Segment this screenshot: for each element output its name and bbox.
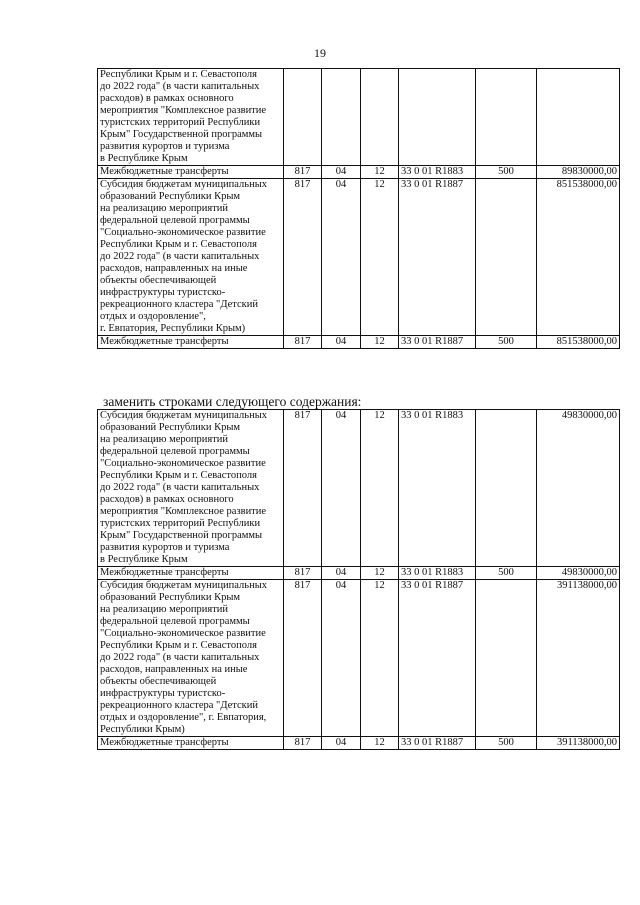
description-line: отдых и оздоровление", г. Евпатория, (100, 712, 267, 723)
ministry-code: 817 (284, 336, 322, 349)
description-line: развития курортов и туризма (100, 542, 230, 553)
description-line: федеральной целевой программы (100, 616, 250, 627)
description-line: отдых и оздоровление", (100, 311, 206, 322)
target-item-code: 33 0 01 R1887 (399, 179, 476, 336)
description-line: расходов) в рамках основного (100, 93, 234, 104)
budget-table-top (97, 68, 620, 349)
description-line: мероприятия "Комплексное развитие (100, 105, 267, 116)
amount: 851538000,00 (537, 336, 620, 349)
description-line: Субсидия бюджетам муниципальных (100, 410, 268, 421)
target-item-code: 33 0 01 R1883 (399, 410, 476, 567)
description-line: г. Евпатория, Республики Крым) (100, 323, 246, 334)
description-line: Республики Крым и г. Севастополя (100, 239, 257, 250)
subsection-code: 12 (361, 410, 399, 567)
row-description (98, 69, 284, 166)
ministry-code: 817 (284, 410, 322, 567)
description-line: до 2022 года" (в части капитальных (100, 652, 260, 663)
description-line: расходов, направленных на иные (100, 664, 248, 675)
page-number: 19 (314, 46, 326, 60)
description-line: мероприятия "Комплексное развитие (100, 506, 267, 517)
ministry-code (284, 69, 322, 166)
amount: 49830000,00 (537, 410, 620, 567)
description-line: Субсидия бюджетам муниципальных (100, 580, 268, 591)
description-line: развития курортов и туризма (100, 141, 230, 152)
description-line: объекты обеспечивающей (100, 676, 217, 687)
expense-type-code (476, 179, 537, 336)
table-body (98, 69, 620, 349)
section-code: 04 (322, 166, 361, 179)
table-row (98, 567, 620, 580)
expense-type-code: 500 (476, 737, 537, 750)
table-row (98, 179, 620, 336)
table-row (98, 336, 620, 349)
subsection-code: 12 (361, 336, 399, 349)
section-code: 04 (322, 336, 361, 349)
row-description (98, 737, 284, 750)
description-line: Крым" Государственной программы (100, 530, 263, 541)
target-item-code: 33 0 01 R1887 (399, 336, 476, 349)
table-row (98, 580, 620, 737)
description-line: "Социально-экономическое развитие (100, 628, 266, 639)
expense-type-code (476, 580, 537, 737)
description-line: образований Республики Крым (100, 422, 241, 433)
amount: 391138000,00 (537, 580, 620, 737)
subsection-code: 12 (361, 179, 399, 336)
section-code (322, 69, 361, 166)
ministry-code: 817 (284, 567, 322, 580)
table-row (98, 737, 620, 750)
target-item-code: 33 0 01 R1883 (399, 166, 476, 179)
amount: 851538000,00 (537, 179, 620, 336)
description-line: федеральной целевой программы (100, 215, 250, 226)
row-description (98, 567, 284, 580)
table-row (98, 166, 620, 179)
description-line: рекреационного кластера "Детский (100, 700, 259, 711)
description-line: на реализацию мероприятий (100, 203, 229, 214)
description-line: Межбюджетные трансферты (100, 166, 229, 177)
section-code: 04 (322, 179, 361, 336)
budget-table-bottom (97, 409, 620, 750)
description-line: "Социально-экономическое развитие (100, 227, 266, 238)
section-code: 04 (322, 567, 361, 580)
description-line: расходов, направленных на иные (100, 263, 248, 274)
ministry-code: 817 (284, 580, 322, 737)
row-description (98, 336, 284, 349)
description-line: Крым" Государственной программы (100, 129, 263, 140)
expense-type-code (476, 69, 537, 166)
description-line: на реализацию мероприятий (100, 434, 229, 445)
expense-type-code: 500 (476, 567, 537, 580)
table-row (98, 69, 620, 166)
expense-type-code (476, 410, 537, 567)
description-line: туристских территорий Республики (100, 117, 261, 128)
description-line: до 2022 года" (в части капитальных (100, 482, 260, 493)
subsection-code: 12 (361, 567, 399, 580)
subsection-code: 12 (361, 166, 399, 179)
description-line: Республики Крым) (100, 724, 185, 735)
target-item-code: 33 0 01 R1887 (399, 580, 476, 737)
expense-type-code: 500 (476, 336, 537, 349)
description-line: расходов) в рамках основного (100, 494, 234, 505)
subsection-code (361, 69, 399, 166)
description-line: "Социально-экономическое развитие (100, 458, 266, 469)
subsection-code: 12 (361, 737, 399, 750)
section-code: 04 (322, 410, 361, 567)
target-item-code: 33 0 01 R1883 (399, 567, 476, 580)
section-code: 04 (322, 580, 361, 737)
description-line: Республики Крым и г. Севастополя (100, 470, 257, 481)
description-line: Республики Крым и г. Севастополя (100, 69, 257, 80)
target-item-code (399, 69, 476, 166)
description-line: Межбюджетные трансферты (100, 737, 229, 748)
row-description (98, 166, 284, 179)
target-item-code: 33 0 01 R1887 (399, 737, 476, 750)
amount: 49830000,00 (537, 567, 620, 580)
description-line: в Республике Крым (100, 554, 188, 565)
table-body (98, 410, 620, 750)
table-row (98, 410, 620, 567)
description-line: Межбюджетные трансферты (100, 336, 229, 347)
description-line: Республики Крым и г. Севастополя (100, 640, 257, 651)
expense-type-code: 500 (476, 166, 537, 179)
row-description (98, 410, 284, 567)
description-line: инфраструктуры туристско- (100, 287, 226, 298)
description-line: до 2022 года" (в части капитальных (100, 251, 260, 262)
description-line: в Республике Крым (100, 153, 188, 164)
amount: 89830000,00 (537, 166, 620, 179)
replacement-heading: заменить строками следующего содержания: (103, 394, 362, 409)
description-line: на реализацию мероприятий (100, 604, 229, 615)
description-line: федеральной целевой программы (100, 446, 250, 457)
section-code: 04 (322, 737, 361, 750)
row-description (98, 179, 284, 336)
description-line: туристских территорий Республики (100, 518, 261, 529)
description-line: до 2022 года" (в части капитальных (100, 81, 260, 92)
description-line: объекты обеспечивающей (100, 275, 217, 286)
description-line: Субсидия бюджетам муниципальных (100, 179, 268, 190)
amount (537, 69, 620, 166)
ministry-code: 817 (284, 179, 322, 336)
description-line: инфраструктуры туристско- (100, 688, 226, 699)
description-line: Межбюджетные трансферты (100, 567, 229, 578)
description-line: образований Республики Крым (100, 191, 241, 202)
description-line: образований Республики Крым (100, 592, 241, 603)
row-description (98, 580, 284, 737)
amount: 391138000,00 (537, 737, 620, 750)
ministry-code: 817 (284, 166, 322, 179)
ministry-code: 817 (284, 737, 322, 750)
subsection-code: 12 (361, 580, 399, 737)
description-line: рекреационного кластера "Детский (100, 299, 259, 310)
